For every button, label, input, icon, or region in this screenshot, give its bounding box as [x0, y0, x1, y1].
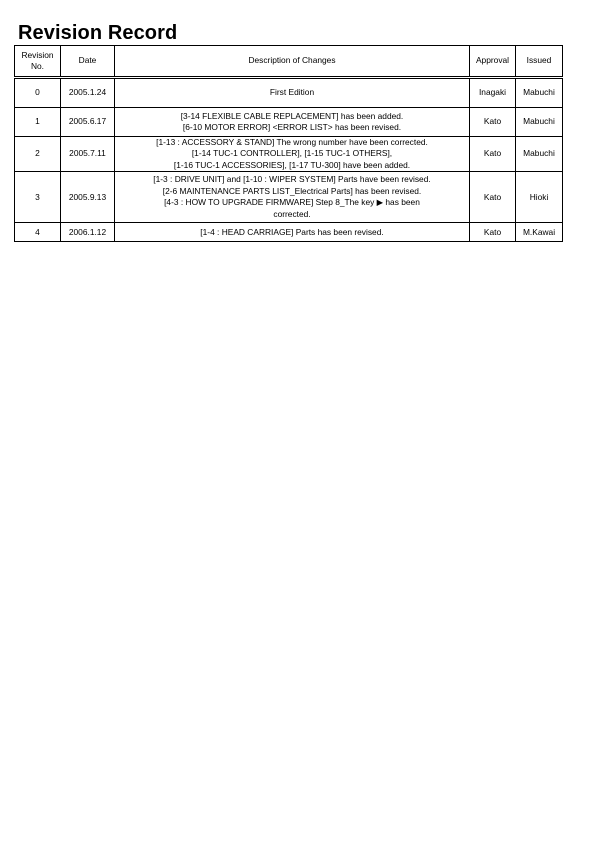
issued-cell: Mabuchi: [516, 108, 563, 137]
description-line: [4-3 : HOW TO UPGRADE FIRMWARE] Step 8_The key ▶ has been: [164, 197, 420, 208]
description-line: [1-16 TUC-1 ACCESSORIES], [1-17 TU-300] have been added.: [173, 159, 411, 170]
description-line: [1-14 TUC-1 CONTROLLER], [1-15 TUC-1 OTHERS],: [191, 148, 393, 159]
revision-table-body: [15, 78, 563, 242]
description-cell: [115, 108, 470, 137]
table-row: [15, 223, 563, 242]
header-description: Description of Changes: [115, 46, 470, 78]
header-revision-line1: Revision: [21, 49, 54, 60]
header-revision-no: [15, 46, 61, 78]
description-line: corrected.: [273, 208, 311, 219]
table-row: [15, 78, 563, 108]
table-row: [15, 108, 563, 137]
description-line: [6-10 MOTOR ERROR] <ERROR LIST> has been revised.: [182, 122, 402, 132]
header-row: [15, 46, 563, 78]
approval-cell: Kato: [470, 108, 516, 137]
date-cell: 2005.7.11: [61, 137, 115, 172]
approval-cell: Kato: [470, 137, 516, 172]
revision-number-cell: 2: [15, 137, 61, 172]
revision-number-cell: 1: [15, 108, 61, 137]
approval-cell: Kato: [470, 223, 516, 242]
header-issued: Issued: [516, 46, 563, 78]
revision-number-cell: 0: [15, 78, 61, 108]
revision-number-cell: 4: [15, 223, 61, 242]
approval-cell: Inagaki: [470, 78, 516, 108]
description-line: [1-3 : DRIVE UNIT] and [1-10 : WIPER SYSTEM] Parts have been revised.: [153, 174, 431, 185]
description-cell: [115, 137, 470, 172]
header-approval: Approval: [470, 46, 516, 78]
table-row: [15, 137, 563, 172]
description-line: [2-6 MAINTENANCE PARTS LIST_Electrical Parts] has been revised.: [162, 185, 422, 196]
header-date: Date: [61, 46, 115, 78]
revision-number-cell: 3: [15, 172, 61, 223]
table-row: [15, 172, 563, 223]
date-cell: 2006.1.12: [61, 223, 115, 242]
approval-cell: Kato: [470, 172, 516, 223]
description-cell: [115, 172, 470, 223]
description-cell: [115, 78, 470, 108]
date-cell: 2005.9.13: [61, 172, 115, 223]
date-cell: 2005.6.17: [61, 108, 115, 137]
description-line: [1-13 : ACCESSORY & STAND] The wrong number have been corrected.: [156, 137, 428, 147]
description-line: First Edition: [269, 87, 315, 98]
date-cell: 2005.1.24: [61, 78, 115, 108]
issued-cell: M.Kawai: [516, 223, 563, 242]
revision-table: [14, 45, 563, 242]
description-line: [3-14 FLEXIBLE CABLE REPLACEMENT] has been added.: [180, 110, 404, 121]
page-title: Revision Record: [18, 22, 178, 44]
header-revision-line2: No.: [30, 61, 45, 71]
issued-cell: Mabuchi: [516, 78, 563, 108]
issued-cell: Mabuchi: [516, 137, 563, 172]
description-cell: [115, 223, 470, 242]
description-line: [1-4 : HEAD CARRIAGE] Parts has been revised.: [200, 226, 384, 237]
issued-cell: Hioki: [516, 172, 563, 223]
